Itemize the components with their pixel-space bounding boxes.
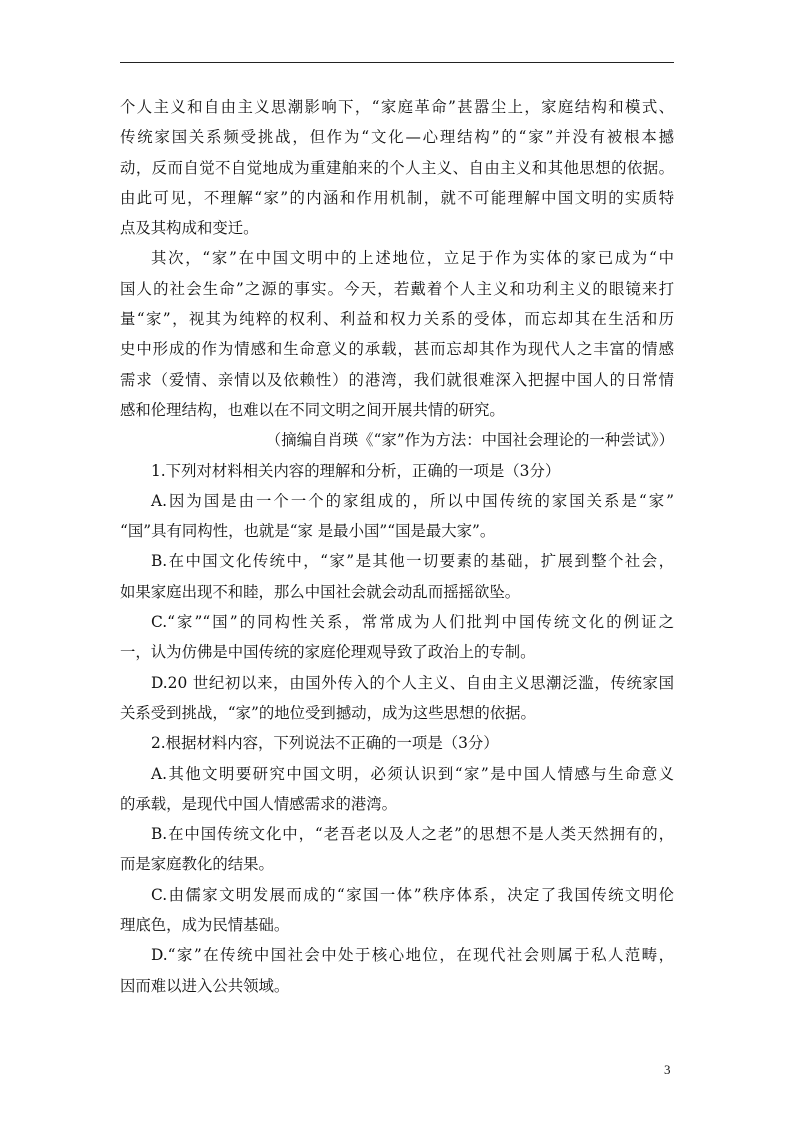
question-stem: 1.下列对材料相关内容的理解和分析，正确的一项是（3分） bbox=[151, 461, 561, 480]
question-option-cont: 关系受到挑战，“家”的地位受到撼动，成为这些思想的依据。 bbox=[120, 703, 536, 722]
question-option-cont: 一，认为仿佛是中国传统的家庭伦理观导致了政治上的专制。 bbox=[120, 643, 536, 662]
question-option: A.其他文明要研究中国文明，必须认识到“家”是中国人情感与生命意义 bbox=[151, 764, 674, 783]
page-number: 3 bbox=[664, 1062, 671, 1077]
body-line: 动，反而自觉不自觉地成为重建舶来的个人主义、自由主义和其他思想的依据。 bbox=[120, 158, 674, 177]
question-option: C.“家”“国”的同构性关系，常常成为人们批判中国传统文化的例证之 bbox=[151, 613, 674, 632]
question-option: A.因为国是由一个一个的家组成的，所以中国传统的家国关系是“家” bbox=[151, 491, 674, 510]
question-option: B.在中国文化传统中，“家”是其他一切要素的基础，扩展到整个社会， bbox=[151, 552, 674, 571]
question-stem: 2.根据材料内容，下列说法不正确的一项是（3分） bbox=[151, 734, 499, 753]
question-option-cont: “国”具有同构性，也就是“家 是最小国”“国是最大家”。 bbox=[120, 522, 496, 541]
question-option: C.由儒家文明发展而成的“家国一体”秩序体系，决定了我国传统文明伦 bbox=[151, 885, 674, 904]
document-body bbox=[120, 92, 674, 1001]
question-option-cont: 如果家庭出现不和睦，那么中国社会就会动乱而摇摇欲坠。 bbox=[120, 582, 521, 601]
body-line: 点及其构成和变迁。 bbox=[120, 219, 259, 238]
question-option-cont: 而是家庭教化的结果。 bbox=[120, 855, 274, 874]
body-line: 需求（爱情、亲情以及依赖性）的港湾，我们就很难深入把握中国人的日常情 bbox=[120, 370, 674, 389]
body-line: 个人主义和自由主义思潮影响下，“家庭革命”甚嚣尘上，家庭结构和模式、 bbox=[120, 98, 674, 116]
body-line: 感和伦理结构，也难以在不同文明之间开展共情的研究。 bbox=[120, 400, 505, 419]
question-option-cont: 的承载，是现代中国人情感需求的港湾。 bbox=[120, 794, 398, 813]
body-line: 史中形成的作为情感和生命意义的承载，甚而忘却其作为现代人之丰富的情感 bbox=[120, 340, 674, 359]
body-line: 传统家国关系频受挑战，但作为“文化—心理结构”的“家”并没有被根本撼 bbox=[120, 128, 674, 147]
body-line: 量“家”，视其为纯粹的权利、利益和权力关系的受体，而忘却其在生活和历 bbox=[120, 310, 674, 329]
question-option-cont: 因而难以进入公共领域。 bbox=[120, 976, 290, 995]
question-option: D.20 世纪初以来，由国外传入的个人主义、自由主义思潮泛滥，传统家国 bbox=[151, 673, 674, 692]
header-rule bbox=[120, 62, 674, 63]
body-line: 国人的社会生命”之源的事实。今天，若戴着个人主义和功利主义的眼镜来打 bbox=[120, 279, 674, 298]
question-option: B.在中国传统文化中，“老吾老以及人之老”的思想不是人类天然拥有的， bbox=[151, 825, 674, 844]
body-line: 由此可见，不理解“家”的内涵和作用机制，就不可能理解中国文明的实质特 bbox=[120, 188, 674, 207]
question-option: D.“家”在传统中国社会中处于核心地位，在现代社会则属于私人范畴， bbox=[151, 946, 674, 965]
question-option-cont: 理底色，成为民情基础。 bbox=[120, 916, 290, 935]
source-citation: （摘编自肖瑛《“家”作为方法：中国社会理论的一种尝试》） bbox=[265, 431, 674, 450]
body-line: 其次，“家”在中国文明中的上述地位，立足于作为实体的家已成为“中 bbox=[151, 249, 674, 268]
